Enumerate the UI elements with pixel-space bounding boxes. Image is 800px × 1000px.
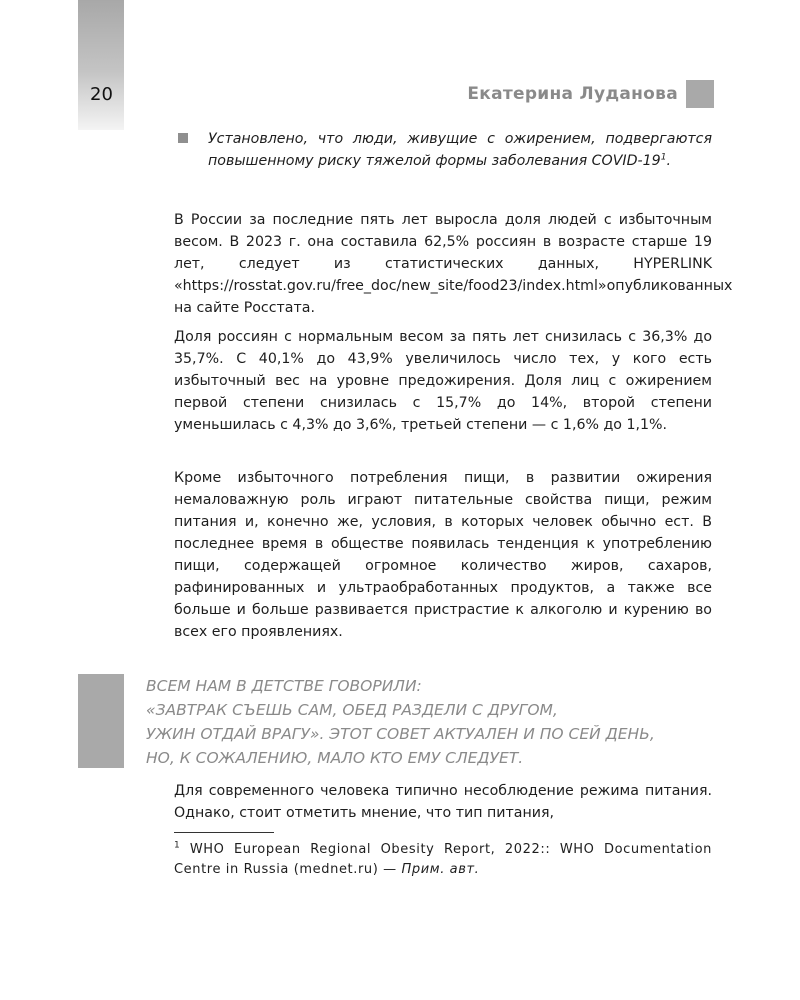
bullet-item	[178, 128, 712, 172]
paragraph-1: В России за последние пять лет выросла доля людей с избыточным весом. В 2023 г. она составила 62,5% россиян в возрасте старше 19 лет, следует из статистических данных, HYPERLINK «https://rosstat.gov.ru/free_doc/new_site/food23/index.html»опубликованных на сайте Росстата.	[174, 212, 733, 316]
paragraph-3: Кроме избыточного потребления пищи, в развитии ожирения немаловажную роль играют питательные свойства пищи, режим питания и, конечно же, условия, в которых человек обычно ест. В последнее время в обществе появилась тенденция к употреблению пищи, содержащей огромное количество жиров, сахаров, рафинированных и ультраобработанных продуктов, а также все больше и больше развивается пристрастие к алкоголю и курению во всех его проявлениях.	[174, 470, 712, 640]
footnote	[174, 840, 712, 880]
footnote-reference: 1	[660, 152, 667, 163]
bullet-text	[208, 128, 712, 172]
page-number: 20	[90, 84, 113, 105]
quote-line: НО, К СОЖАЛЕНИЮ, МАЛО КТО ЕМУ СЛЕДУЕТ.	[146, 749, 524, 767]
footnote-mark: 1	[174, 840, 181, 851]
quote-line: «ЗАВТРАК СЪЕШЬ САМ, ОБЕД РАЗДЕЛИ С ДРУГОМ,	[146, 701, 558, 719]
footnote-text: WHO European Regional Obesity Report, 2022:: WHO Documentation Centre in Russia (mednet.ru) —	[174, 842, 712, 877]
quote-side-bar	[78, 674, 124, 768]
footnote-author-note: Прим. авт.	[401, 862, 480, 877]
bullet-text-body: Установлено, что люди, живущие с ожирением, подвергаются повышенному риску тяжелой формы заболевания COVID-19	[208, 131, 712, 169]
paragraph-after-quote: Для современного человека типично несоблюдение режима питания. Однако, стоит отметить мнение, что тип питания,	[174, 783, 712, 821]
quote-line: УЖИН ОТДАЙ ВРАГУ». ЭТОТ СОВЕТ АКТУАЛЕН И ПО СЕЙ ДЕНЬ,	[146, 725, 655, 743]
running-head-author: Екатерина Луданова	[467, 84, 678, 104]
bullet-square-icon	[178, 133, 188, 143]
paragraph-2: Доля россиян с нормальным весом за пять лет снизилась с 36,3% до 35,7%. С 40,1% до 43,9% увеличилось число тех, у кого есть избыточный вес на уровне предожирения. Доля лиц с ожирением первой степени снизилась с 15,7% до 14%, второй степени уменьшилась с 4,3% до 3,6%, третьей степени — с 1,6% до 1,1%.	[174, 329, 712, 433]
footnote-divider	[174, 832, 274, 833]
bullet-text-tail: .	[666, 153, 671, 169]
running-head-marker	[686, 80, 714, 108]
page-edge-tab	[78, 0, 124, 130]
pull-quote	[146, 674, 726, 770]
quote-line: ВСЕМ НАМ В ДЕТСТВЕ ГОВОРИЛИ:	[146, 677, 422, 695]
